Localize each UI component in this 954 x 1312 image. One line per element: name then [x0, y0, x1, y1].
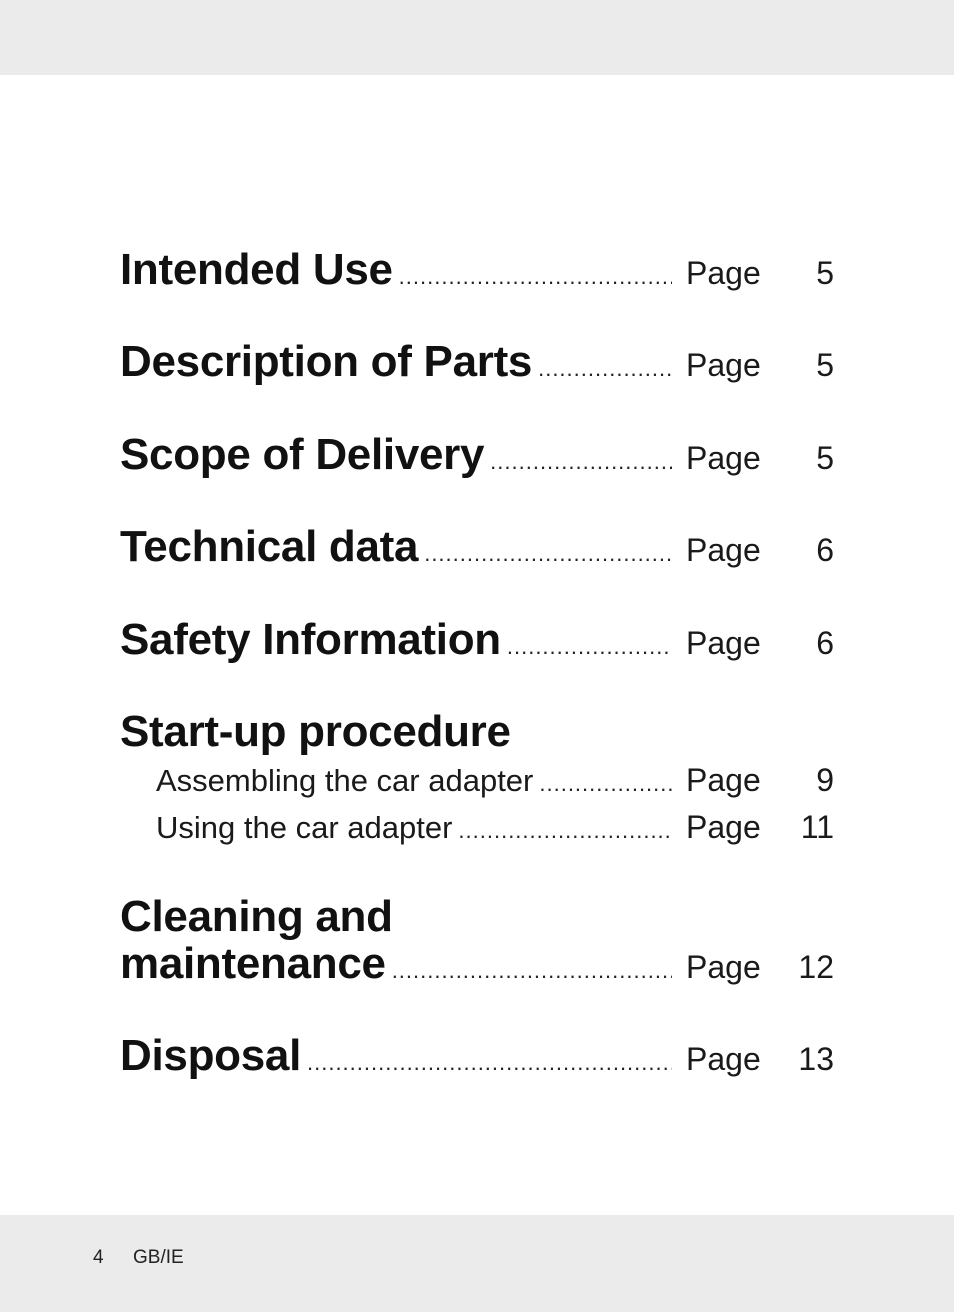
page-number: 5: [816, 440, 834, 476]
page-number: 12: [798, 949, 834, 985]
page-label: Page: [686, 347, 761, 383]
page-label: Page: [686, 625, 761, 661]
page-number: 5: [816, 347, 834, 383]
toc-entry-description-of-parts[interactable]: [120, 337, 834, 396]
page-number: 6: [816, 625, 834, 661]
page-number: 13: [798, 1041, 834, 1077]
dot-leader: [507, 634, 672, 660]
page-number: 6: [816, 532, 834, 568]
toc-entry-title: maintenance: [120, 939, 386, 988]
page-label: Page: [686, 532, 761, 568]
toc-subentry-title: Using the car adapter: [156, 810, 453, 845]
dot-leader: [458, 818, 672, 844]
dot-leader: [539, 771, 672, 797]
dot-leader: [399, 264, 672, 290]
page-number: 11: [800, 809, 834, 845]
footer-page-number: 4: [93, 1247, 104, 1268]
toc-entry-disposal[interactable]: [120, 1031, 834, 1090]
page-label: Page: [686, 1041, 761, 1077]
page-number: 9: [816, 762, 834, 798]
page-label: Page: [686, 255, 761, 291]
toc-subentry-using-car-adapter[interactable]: [156, 809, 834, 849]
toc-subentry-title: Assembling the car adapter: [156, 763, 534, 798]
toc-entry-technical-data[interactable]: [120, 522, 834, 581]
toc-entry-safety-information[interactable]: [120, 615, 834, 674]
toc-heading-startup-procedure[interactable]: Start-up procedure: [120, 707, 511, 756]
toc-entry-title: Intended Use: [120, 245, 393, 294]
dot-leader: [424, 541, 672, 567]
dot-leader: [490, 449, 672, 475]
toc-entry-title: Scope of Delivery: [120, 430, 485, 479]
toc-heading-cleaning-line1[interactable]: Cleaning and: [120, 892, 393, 941]
page-label: Page: [686, 762, 761, 798]
toc-subentry-assembling-car-adapter[interactable]: [156, 762, 834, 802]
toc-entry-title: Description of Parts: [120, 337, 533, 386]
dot-leader: [538, 356, 672, 382]
page-label: Page: [686, 809, 761, 845]
page-label: Page: [686, 949, 761, 985]
dot-leader: [307, 1050, 672, 1076]
toc-entry-title: Technical data: [120, 522, 419, 571]
footer-language: GB/IE: [133, 1247, 184, 1268]
header-band: [0, 0, 954, 75]
toc-entry-intended-use[interactable]: [120, 245, 834, 304]
dot-leader: [392, 958, 672, 984]
toc-entry-cleaning-maintenance[interactable]: [120, 939, 834, 998]
toc-entry-title: Safety Information: [120, 615, 501, 664]
page-number: 5: [816, 255, 834, 291]
toc-entry-title: Disposal: [120, 1031, 301, 1080]
page-label: Page: [686, 440, 761, 476]
toc-entry-scope-of-delivery[interactable]: [120, 430, 834, 489]
